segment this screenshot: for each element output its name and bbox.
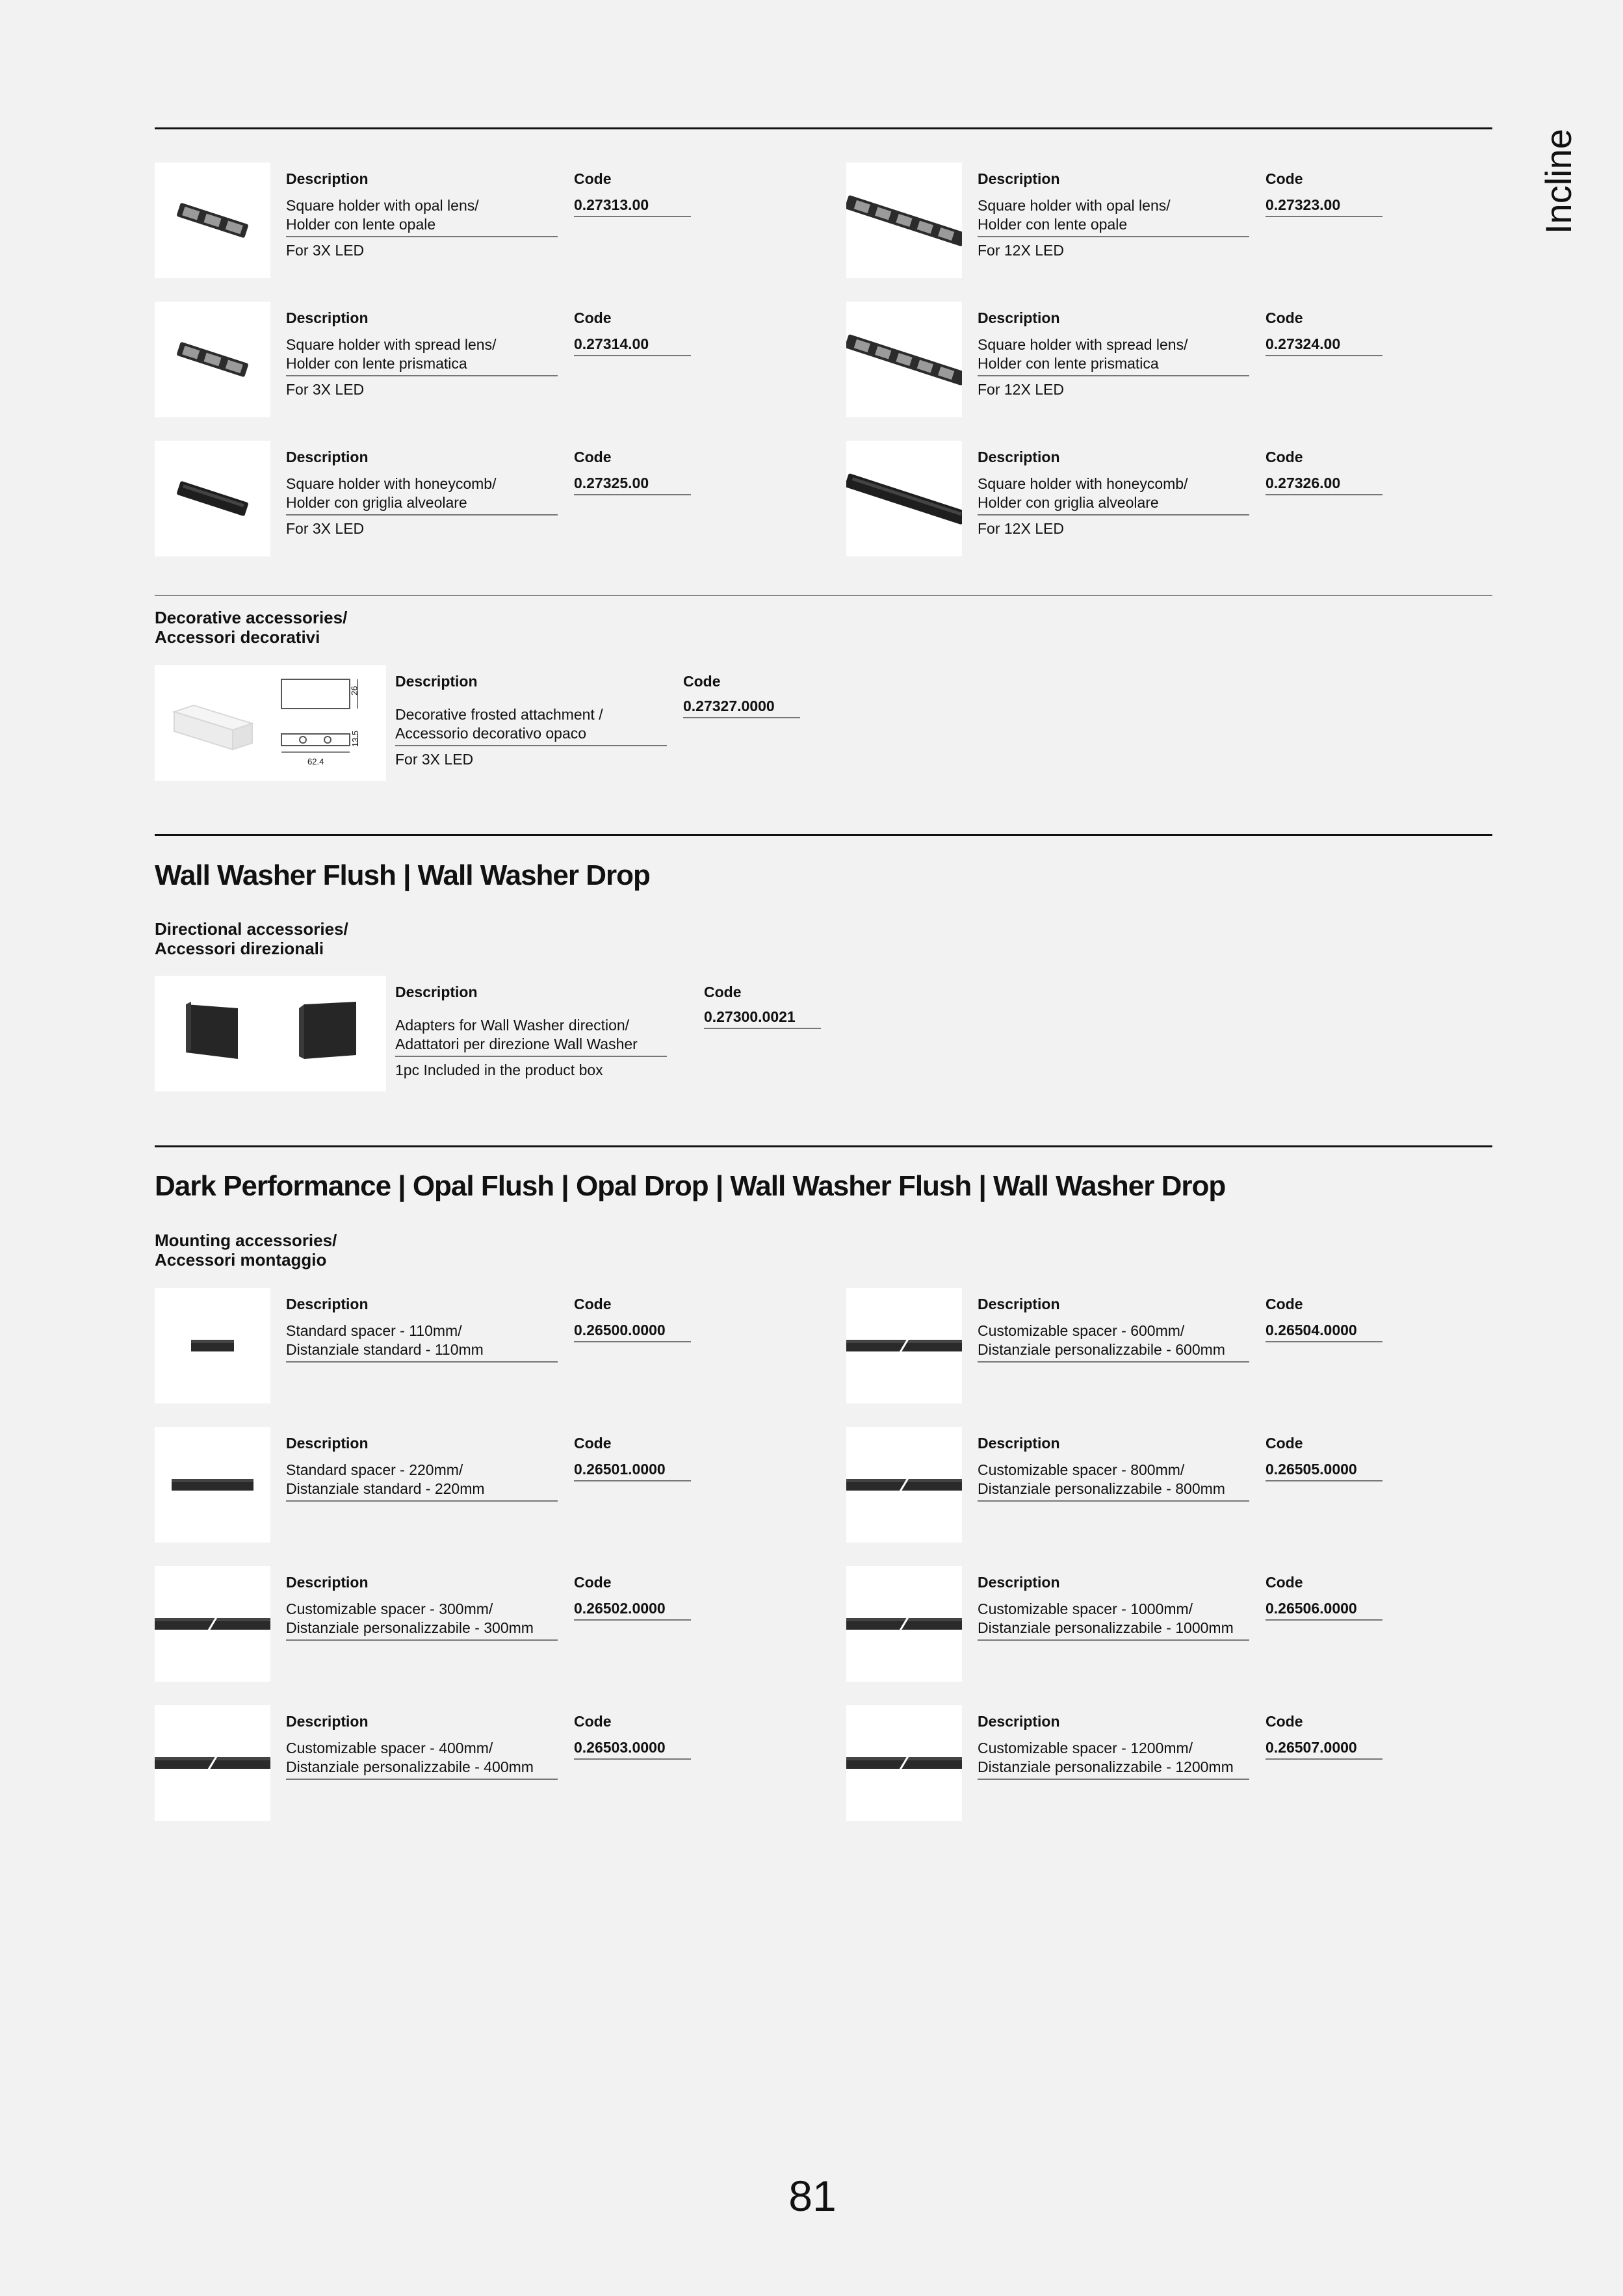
description-text: Customizable spacer - 800mm/ Distanziale personalizzabile - 800mm	[978, 1461, 1249, 1502]
square-holder-12x-icon	[846, 302, 962, 417]
long-spacer-icon	[155, 1705, 270, 1821]
description-text: Square holder with honeycomb/ Holder con griglia alveolare	[978, 475, 1249, 515]
dim-label-width: 62.4	[307, 757, 324, 766]
led-note: For 3X LED	[286, 242, 365, 259]
product-item	[846, 1427, 1496, 1544]
code-label: Code	[1266, 1713, 1303, 1730]
description-text: Square holder with spread lens/ Holder con lente prismatica	[978, 335, 1249, 376]
description-label: Description	[978, 1574, 1060, 1591]
description-text: Customizable spacer - 600mm/ Distanziale personalizzabile - 600mm	[978, 1322, 1249, 1363]
description-label: Description	[286, 1435, 369, 1452]
product-item	[155, 1705, 805, 1822]
side-title: Incline	[1538, 129, 1579, 234]
section-rule	[155, 1145, 1492, 1147]
description-text: Customizable spacer - 1000mm/ Distanziale personalizzabile - 1000mm	[978, 1600, 1249, 1641]
square-holder-3x-icon	[155, 163, 270, 278]
product-item	[846, 1705, 1496, 1822]
page-number: 81	[788, 2172, 837, 2220]
led-note: For 3X LED	[395, 751, 474, 768]
code-label: Code	[574, 1435, 612, 1452]
description-text: Square holder with honeycomb/ Holder con griglia alveolare	[286, 475, 558, 515]
section-subtitle: Directional accessories/ Accessori direzionali	[155, 919, 348, 958]
description-label: Description	[286, 449, 369, 465]
product-code: 0.26502.0000	[574, 1600, 691, 1621]
led-note: For 3X LED	[286, 381, 365, 398]
product-item	[155, 665, 870, 782]
product-item	[155, 1427, 805, 1544]
long-spacer-icon	[846, 1427, 962, 1543]
description-label: Description	[395, 673, 478, 690]
dim-label-height: 26	[349, 686, 359, 696]
product-code: 0.26500.0000	[574, 1322, 691, 1342]
frosted-attachment-icon	[155, 665, 386, 781]
led-note: For 12X LED	[978, 242, 1064, 259]
code-label: Code	[574, 449, 612, 465]
short-spacer-icon	[155, 1288, 270, 1403]
code-label: Code	[574, 1713, 612, 1730]
code-label: Code	[574, 1574, 612, 1591]
section-title: Wall Washer Flush | Wall Washer Drop	[155, 859, 650, 891]
description-label: Description	[286, 309, 369, 326]
code-label: Code	[574, 1296, 612, 1312]
code-label: Code	[1266, 449, 1303, 465]
honeycomb-holder-12x-icon	[846, 441, 962, 556]
product-item	[846, 1566, 1496, 1683]
description-text: Standard spacer - 110mm/ Distanziale standard - 110mm	[286, 1322, 558, 1363]
product-item	[846, 163, 1496, 280]
code-label: Code	[1266, 1296, 1303, 1312]
product-code: 0.27324.00	[1266, 335, 1383, 356]
description-label: Description	[286, 170, 369, 187]
product-code: 0.27325.00	[574, 475, 691, 495]
product-item	[155, 163, 805, 280]
product-code: 0.26501.0000	[574, 1461, 691, 1481]
description-text: Standard spacer - 220mm/ Distanziale standard - 220mm	[286, 1461, 558, 1502]
code-label: Code	[574, 309, 612, 326]
description-text: Square holder with spread lens/ Holder con lente prismatica	[286, 335, 558, 376]
product-item	[846, 441, 1496, 558]
medium-spacer-icon	[155, 1427, 270, 1543]
product-code: 0.27313.00	[574, 196, 691, 217]
product-item	[846, 1288, 1496, 1405]
product-item	[155, 441, 805, 558]
code-label: Code	[1266, 170, 1303, 187]
product-code: 0.26507.0000	[1266, 1739, 1383, 1760]
description-label: Description	[978, 1713, 1060, 1730]
description-text: Square holder with opal lens/ Holder con lente opale	[286, 196, 558, 237]
long-spacer-icon	[846, 1566, 962, 1682]
product-code: 0.26503.0000	[574, 1739, 691, 1760]
product-code: 0.27323.00	[1266, 196, 1383, 217]
description-label: Description	[286, 1574, 369, 1591]
description-label: Description	[395, 984, 478, 1000]
led-note: For 12X LED	[978, 381, 1064, 398]
product-code: 0.27327.0000	[683, 698, 800, 718]
code-label: Code	[574, 170, 612, 187]
square-holder-3x-icon	[155, 302, 270, 417]
description-text: Decorative frosted attachment / Accessorio decorativo opaco	[395, 705, 667, 746]
description-label: Description	[286, 1713, 369, 1730]
led-note: For 3X LED	[286, 520, 365, 537]
code-label: Code	[1266, 1574, 1303, 1591]
description-text: Customizable spacer - 1200mm/ Distanziale personalizzabile - 1200mm	[978, 1739, 1249, 1780]
product-code: 0.26504.0000	[1266, 1322, 1383, 1342]
description-label: Description	[978, 1296, 1060, 1312]
product-item	[846, 302, 1496, 419]
description-text: Customizable spacer - 300mm/ Distanziale personalizzabile - 300mm	[286, 1600, 558, 1641]
honeycomb-holder-3x-icon	[155, 441, 270, 556]
product-code: 0.27314.00	[574, 335, 691, 356]
top-rule	[155, 127, 1492, 129]
square-holder-12x-icon	[846, 163, 962, 278]
decorative-title: Decorative accessories/ Accessori decorativi	[155, 608, 348, 647]
section-subtitle: Mounting accessories/ Accessori montaggio	[155, 1231, 337, 1270]
long-spacer-icon	[155, 1566, 270, 1682]
description-label: Description	[978, 170, 1060, 187]
product-code: 0.27326.00	[1266, 475, 1383, 495]
description-label: Description	[978, 449, 1060, 465]
description-label: Description	[978, 1435, 1060, 1452]
dim-label-depth: 13.5	[350, 730, 361, 748]
product-code: 0.26505.0000	[1266, 1461, 1383, 1481]
product-code: 0.27300.0021	[704, 1008, 821, 1029]
code-label: Code	[704, 984, 742, 1000]
product-item	[155, 976, 870, 1093]
description-text: Square holder with opal lens/ Holder con lente opale	[978, 196, 1249, 237]
product-item	[155, 1566, 805, 1683]
product-code: 0.26506.0000	[1266, 1600, 1383, 1621]
code-label: Code	[683, 673, 721, 690]
section-title: Dark Performance | Opal Flush | Opal Drop | Wall Washer Flush | Wall Washer Drop	[155, 1170, 1226, 1202]
long-spacer-icon	[846, 1288, 962, 1403]
description-label: Description	[286, 1296, 369, 1312]
description-text: Customizable spacer - 400mm/ Distanziale personalizzabile - 400mm	[286, 1739, 558, 1780]
long-spacer-icon	[846, 1705, 962, 1821]
section-rule	[155, 834, 1492, 836]
wall-washer-adapter-icon	[155, 976, 386, 1091]
led-note: For 12X LED	[978, 520, 1064, 537]
code-label: Code	[1266, 1435, 1303, 1452]
included-note: 1pc Included in the product box	[395, 1062, 603, 1078]
description-text: Adapters for Wall Washer direction/ Adattatori per direzione Wall Washer	[395, 1016, 667, 1057]
product-item	[155, 1288, 805, 1405]
section-divider	[155, 595, 1492, 596]
product-item	[155, 302, 805, 419]
code-label: Code	[1266, 309, 1303, 326]
description-label: Description	[978, 309, 1060, 326]
